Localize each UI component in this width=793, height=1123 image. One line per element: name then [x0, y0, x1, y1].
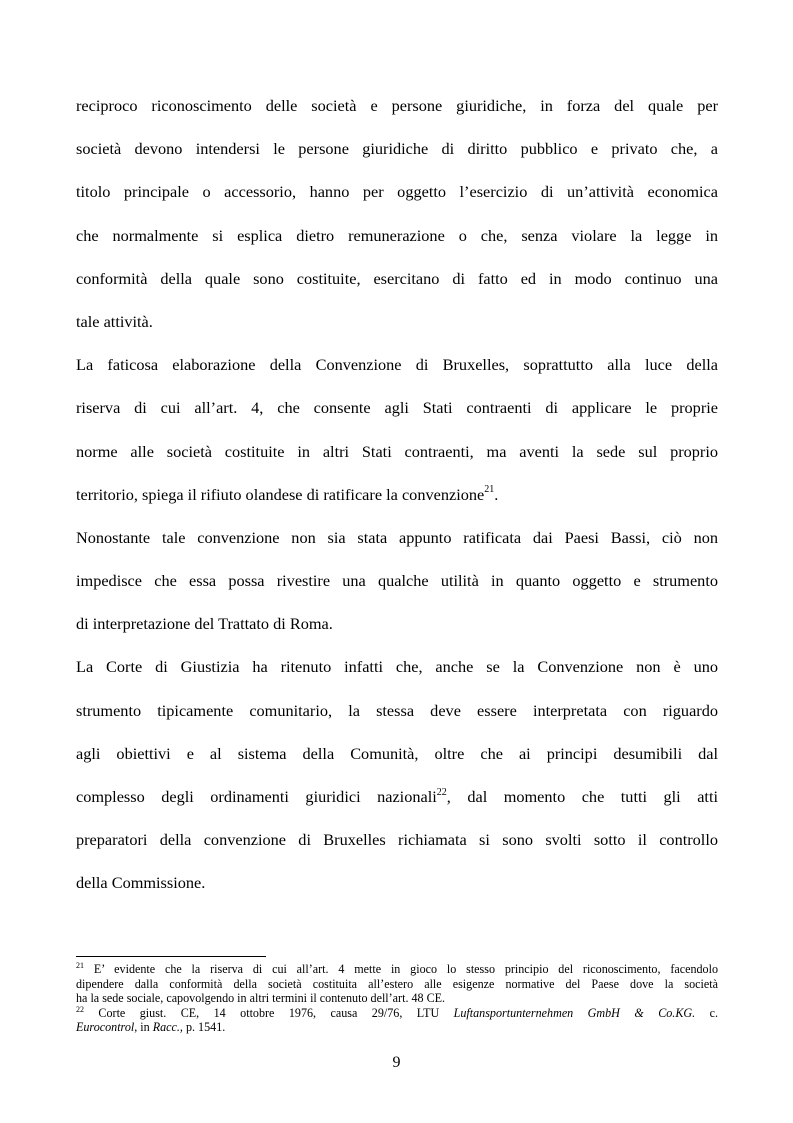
text-line: riserva di cui all’art. 4, che consente agli Stati contraenti di applicare le proprie	[76, 398, 718, 418]
footnote-line: dipendere dalla conformità della società costituita all’estero alle esigenze normative del Paese dove la società	[76, 976, 718, 991]
footnote-line	[76, 1020, 718, 1035]
footnote-text: p. 1541.	[182, 1020, 226, 1035]
footnote-text: c.	[695, 1005, 718, 1020]
party-name: Eurocontrol	[76, 1020, 135, 1035]
text-line	[76, 779, 718, 822]
text-line: agli obiettivi e al sistema della Comunità, oltre che ai principi desumibili dal	[76, 743, 718, 763]
text-fragment: .	[494, 484, 499, 504]
text-line: conformità della quale sono costituite, esercitano di fatto ed in modo continuo una	[76, 268, 718, 288]
text-line: Nonostante tale convenzione non sia stata appunto ratificata dai Paesi Bassi, ciò non	[76, 527, 718, 547]
footnote-separator	[76, 956, 266, 957]
footnote-line	[76, 962, 718, 977]
text-line	[76, 477, 718, 520]
text-line: impedisce che essa possa rivestire una qualche utilità in quanto oggetto e strumento	[76, 571, 718, 591]
text-fragment: complesso degli ordinamenti giuridici nazionali	[76, 787, 437, 806]
body-text	[76, 88, 718, 909]
footnote-text: Corte giust. CE, 14 ottobre 1976, causa 29/76, LTU	[84, 1005, 454, 1020]
text-fragment: territorio, spiega il rifiuto olandese di ratificare la convenzione	[76, 484, 485, 504]
footnote-text: , in	[134, 1020, 153, 1035]
journal-name: Racc.,	[152, 1020, 183, 1035]
page-number: 9	[392, 1054, 401, 1071]
text-line: della Commissione.	[76, 873, 206, 893]
text-line: preparatori della convenzione di Bruxelles richiamata si sono svolti sotto il controllo	[76, 830, 718, 850]
footnote-reference[interactable]: 22	[436, 786, 447, 798]
footnote-number: 22	[76, 1004, 84, 1014]
footnote-reference[interactable]: 21	[484, 484, 495, 496]
footnote-number: 21	[76, 960, 84, 970]
text-line: reciproco riconoscimento delle società e persone giuridiche, in forza del quale per	[76, 96, 718, 115]
footnote-text: E’ evidente che la riserva di cui all’art. 4 mette in gioco lo stesso principio del riconoscimento, facendolo	[84, 962, 718, 976]
text-line: di interpretazione del Trattato di Roma.	[76, 614, 333, 634]
text-line: norme alle società costituite in altri Stati contraenti, ma aventi la sede sul proprio	[76, 441, 718, 461]
footnote-line: ha la sede sociale, capovolgendo in altri termini il contenuto dell’art. 48 CE.	[76, 991, 446, 1006]
case-name: Luftansportunternehmen GmbH & Co.KG.	[453, 1005, 696, 1020]
text-line: strumento tipicamente comunitario, la stessa deve essere interpretata con riguardo	[76, 700, 718, 720]
text-line: società devono intendersi le persone giuridiche di diritto pubblico e privato che, a	[76, 139, 718, 159]
footnotes	[76, 962, 718, 1035]
text-line: titolo principale o accessorio, hanno per oggetto l’esercizio di un’attività economica	[76, 182, 718, 202]
text-line: tale attività.	[76, 311, 153, 331]
footnote-line	[76, 1006, 718, 1021]
text-line: che normalmente si esplica dietro remunerazione o che, senza violare la legge in	[76, 225, 718, 245]
text-line: La faticosa elaborazione della Convenzione di Bruxelles, soprattutto alla luce della	[76, 355, 718, 375]
text-line: La Corte di Giustizia ha ritenuto infatti che, anche se la Convenzione non è uno	[76, 657, 718, 677]
text-fragment: , dal momento che tutti gli atti	[446, 787, 718, 806]
